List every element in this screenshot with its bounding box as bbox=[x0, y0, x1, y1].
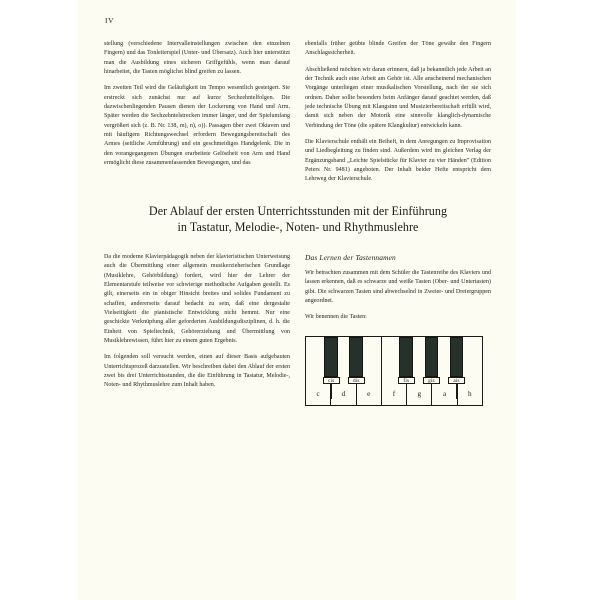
white-key-label: e bbox=[367, 389, 371, 398]
piano-keyboard-diagram bbox=[305, 336, 483, 406]
white-key-label: g bbox=[417, 389, 422, 398]
bottom-left-column bbox=[104, 253, 290, 406]
paragraph: Da die moderne Klavierpädagogik neben der klavieristischen Unterweisung auch die Übermittlung einer allgemein musikerzieherischen Grundlage (Musiklehre, Gehörbildung) fordert, wird hier der Lehrer der Elementarstufe teilweise vor schwierige methodische Aufgaben gestellt. Es gilt, einerseits ein in obiger Hinsicht breites und solides Fundament zu schaffen, andererseits darauf bedacht zu sein, daß eine dergestalte Vielseitigkeit die pianistische Entwicklung nicht hemmt. Nur eine geschickte Verknüpfung aller geforderten Ausbildungsdisziplinen, d. h. die Einheit von Spieltechnik, Gehörerziehung und Übermittlung von Musiklehrewissen, führt hier zu einem guten Ergebnis. bbox=[104, 253, 290, 344]
white-key-label: h bbox=[468, 389, 472, 398]
white-key bbox=[458, 337, 482, 405]
paragraph: ebenfalls früher geübte blinde Greifen der Töne gewähr den Fingern Anschlagssicherheit. bbox=[305, 41, 491, 57]
white-key-label: f bbox=[392, 389, 396, 398]
white-key bbox=[407, 337, 432, 405]
subsection-heading: Das Lernen der Tastennamen bbox=[305, 252, 396, 262]
book-page bbox=[78, 0, 516, 600]
white-keys-row bbox=[306, 337, 482, 405]
paragraph: Im folgenden soll versucht werden, einen auf dieser Basis aufgebauten Unterrichtsprozeß darzustellen. Wir beschreiben dabei den Ablauf der ersten zwei bis drei Unterrichtsstunden, die die Einführung in Tastatur, Melodie-, Noten- und Rhythmuslehre zum Inhalt haben. bbox=[104, 354, 290, 389]
black-key-label: gis bbox=[423, 377, 440, 384]
paragraph: Wir betrachten zusammen mit dem Schüler die Tastenreihe des Klaviers und lassen erkennen, daß es schwarze und weiße Tasten (Ober- und Untertasten) gibt. Die schwarzen Tasten sind abwechselnd in Zweier- und Dreiergruppen angeordnet. bbox=[305, 269, 491, 304]
paragraph: Wir benennen die Tasten: bbox=[305, 314, 367, 321]
white-key-label: d bbox=[341, 389, 346, 398]
white-key bbox=[357, 337, 382, 405]
paragraph: stellung (verschiedene Intervalleinstellungen zwischen den einzelnen Fingern) und das Tonleiterspiel (Unter- und Übersatz). Auch hier unterstützt man die Ausbildung eines sicheren Griffgefühls, wenn man darauf hinarbeitet, die Tasten möglichst blind greifen zu lassen. bbox=[104, 41, 290, 76]
section-heading bbox=[104, 203, 492, 236]
page-content bbox=[104, 16, 492, 406]
white-key bbox=[306, 337, 331, 405]
black-key-label: dis bbox=[348, 377, 365, 384]
paragraph: Im zweiten Teil wird die Geläufigkeit im Tempo wesentlich gesteigert. Sie erstreckt sich zunächst nur auf kurze Sechzehntelfolgen. Die dazwischenliegenden Pausen dienen der Lockerung von Hand und Arm. Später werden die Sechzehntelstrecken immer länger, und der Spielumfang vergrößert sich (z. B. Nr. 138, m), n), o)). Passagen über zwei Oktaven und mit häufigem Richtungswechsel erfordern Bewegungsbereitschaft des Armes (seitliche Armführung) und ein geschmeidiges Handgelenk. Die in den vorangegangenen Übungen erarbeitete Gelöstheit von Arm und Hand ermöglicht diese zusammenfassenden Bewegungen, und das bbox=[104, 85, 290, 167]
paragraph: Die Klavierschule enthält ein Beiheft, in dem Anregungen zu Improvisation und Liedbegleitung zu finden sind. Außerdem wird im gleichen Verlag der Ergänzungsband „Leichte Spielstücke für Klavier zu vier Händen" (Edition Peters Nr. 9481) angeboten. Der Inhalt beider Hefte entspricht dem Lehrweg der Klavierschule. bbox=[305, 139, 491, 183]
keyboard-figure bbox=[305, 336, 491, 406]
bottom-text-section bbox=[104, 253, 492, 406]
heading-line-1: Der Ablauf der ersten Unterrichtsstunden mit der Einführung bbox=[148, 203, 448, 218]
top-left-column bbox=[104, 40, 290, 185]
black-key-label: fis bbox=[398, 377, 415, 384]
black-key-label: ais bbox=[448, 377, 465, 384]
bottom-right-column bbox=[305, 253, 491, 406]
top-text-section bbox=[104, 40, 492, 185]
white-key bbox=[382, 337, 407, 405]
paragraph: Abschließend möchten wir daran erinnern, daß ja bekanntlich jede Arbeit an der Technik auch eine Arbeit am Gehör ist. Alle anscheinend mechanischen Vorgänge unterliegen einer musikalischen Vorstellung, nach der sie sich ordnen. Daher sollte besonders beim Anfänger darauf geachtet werden, daß jede technische Übung mit Klangsinn und Musizierbereitschaft erfüllt wird, damit sich neben der Motorik eine sinnvolle klanglich-dynamische Verbindung der Töne (die spätere Klangkultur) entwickeln kann. bbox=[305, 66, 491, 129]
top-right-column bbox=[305, 40, 491, 185]
white-key-label: c bbox=[316, 389, 320, 398]
page-number: IV bbox=[105, 16, 115, 25]
white-key bbox=[331, 337, 356, 405]
white-key-label: a bbox=[442, 389, 447, 398]
white-key bbox=[432, 337, 457, 405]
black-key-label: cis bbox=[323, 377, 340, 384]
heading-line-2: in Tastatur, Melodie-, Noten- und Rhythmuslehre bbox=[177, 220, 419, 235]
